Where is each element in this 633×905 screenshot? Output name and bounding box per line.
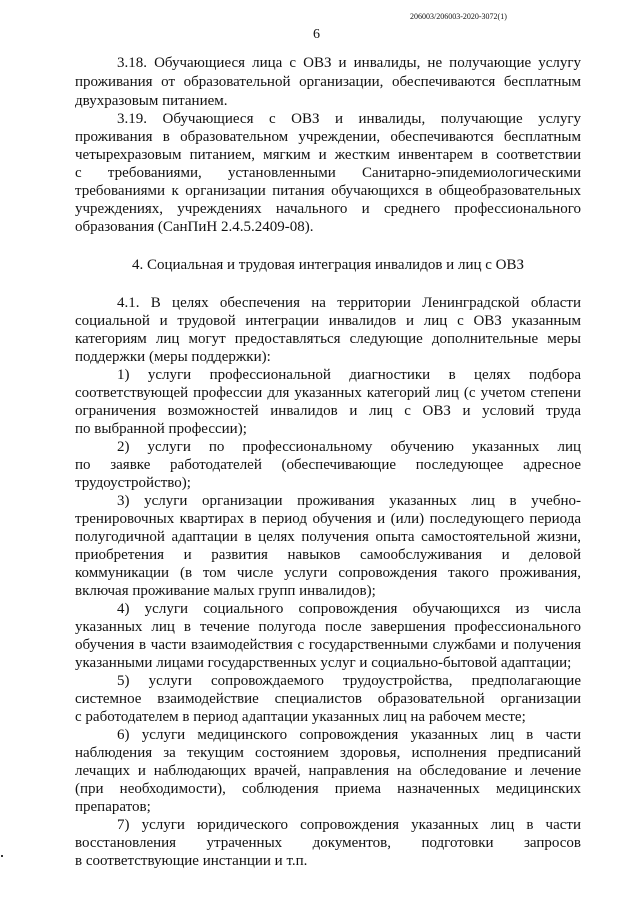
paragraph-line: 6) услуги медицинского сопровождения указанных лиц в части (117, 727, 581, 743)
paragraph-line: 4) услуги социального сопровождения обучающихся из числа (117, 601, 581, 617)
paragraph-line: требованиями к организации питания обучающихся в общеобразовательных (75, 183, 581, 199)
paragraph-line: 1) услуги профессиональной диагностики в целях подбора (117, 367, 581, 383)
paragraph-line: тренировочных квартирах в период обучения и (или) последующего периода (75, 511, 581, 527)
paragraph-line: четырехразовым питанием, мягким и жестким инвентарем в соответствии (75, 147, 581, 163)
paragraph-line: образования (СанПиН 2.4.5.2409-08). (75, 219, 314, 235)
paragraph-line: трудоустройство); (75, 475, 191, 491)
paragraph-line: 3) услуги организации проживания указанных лиц в учебно- (117, 493, 581, 509)
paragraph-line: поддержки (меры поддержки): (75, 349, 271, 365)
paragraph-line: препаратов; (75, 799, 151, 815)
paragraph-line: 3.19. Обучающиеся с ОВЗ и инвалиды, получающие услугу (117, 111, 581, 127)
paragraph-line: 3.18. Обучающиеся лица с ОВЗ и инвалиды, не получающие услугу (117, 55, 581, 71)
paragraph-line: соответствующей профессии для указанных категорий лиц (с учетом степени (75, 385, 581, 401)
paragraph-line: категориям лиц могут предоставляться следующие дополнительные меры (75, 331, 581, 347)
paragraph-line: 7) услуги юридического сопровождения указанных лиц в части (117, 817, 581, 833)
paragraph-line: 5) услуги сопровождаемого трудоустройства, предполагающие (117, 673, 581, 689)
paragraph-line: полугодичной адаптации в целях получения опыта самостоятельной жизни, (75, 529, 581, 545)
paragraph-line: с работодателем в период адаптации указанных лиц на рабочем месте; (75, 709, 526, 725)
paragraph-line: указанных лиц в течение полугода после завершения профессионального (75, 619, 581, 635)
paragraph-line: лечащих и наблюдающих врачей, направления на обследование и лечение (75, 763, 581, 779)
paragraph-line: наблюдения за текущим состоянием здоровья, исполнения предписаний (75, 745, 581, 761)
document-id: 206003/206003-2020-3072(1) (410, 12, 507, 21)
paragraph-line: 2) услуги по профессиональному обучению указанных лиц (117, 439, 581, 455)
paragraph-line: системное взаимодействие специалистов образовательной организации (75, 691, 581, 707)
page-number: 6 (313, 27, 320, 42)
paragraph-line: 4.1. В целях обеспечения на территории Ленинградской области (117, 295, 581, 311)
scan-mark (1, 855, 3, 857)
paragraph-line: включая проживание малых групп инвалидов); (75, 583, 376, 599)
paragraph-line: приобретения и развития навыков самообслуживания и деловой (75, 547, 581, 563)
paragraph-line: учреждениях, учреждениях начального и среднего профессионального (75, 201, 581, 217)
paragraph-line: двухразовым питанием. (75, 93, 228, 109)
paragraph-line: по заявке работодателей (обеспечивающие последующее адресное (75, 457, 581, 473)
paragraph-line: с требованиями, установленными Санитарно-эпидемиологическими (75, 165, 581, 181)
paragraph-line: проживания от образовательной организации, обеспечиваются бесплатным (75, 74, 581, 90)
paragraph-line: проживания в образовательном учреждении, обеспечиваются бесплатным (75, 129, 581, 145)
paragraph-line: ограничения возможностей инвалидов и лиц с ОВЗ и условий труда (75, 403, 581, 419)
paragraph-line: (при необходимости), соблюдения приема назначенных медицинских (75, 781, 581, 797)
paragraph-line: социальной и трудовой интеграции инвалидов и лиц с ОВЗ указанным (75, 313, 581, 329)
paragraph-line: обучения в части взаимодействия с государственными службами и получения (75, 637, 581, 653)
section-heading: 4. Социальная и трудовая интеграция инвалидов и лиц с ОВЗ (131, 257, 525, 273)
paragraph-line: по выбранной профессии); (75, 421, 247, 437)
paragraph-line: восстановления утраченных документов, подготовки запросов (75, 835, 581, 851)
paragraph-line: коммуникации (в том числе услуги сопровождения такого проживания, (75, 565, 581, 581)
paragraph-line: указанными лицами государственных услуг и социально-бытовой адаптации; (75, 655, 572, 671)
paragraph-line: в соответствующие инстанции и т.п. (75, 853, 308, 869)
